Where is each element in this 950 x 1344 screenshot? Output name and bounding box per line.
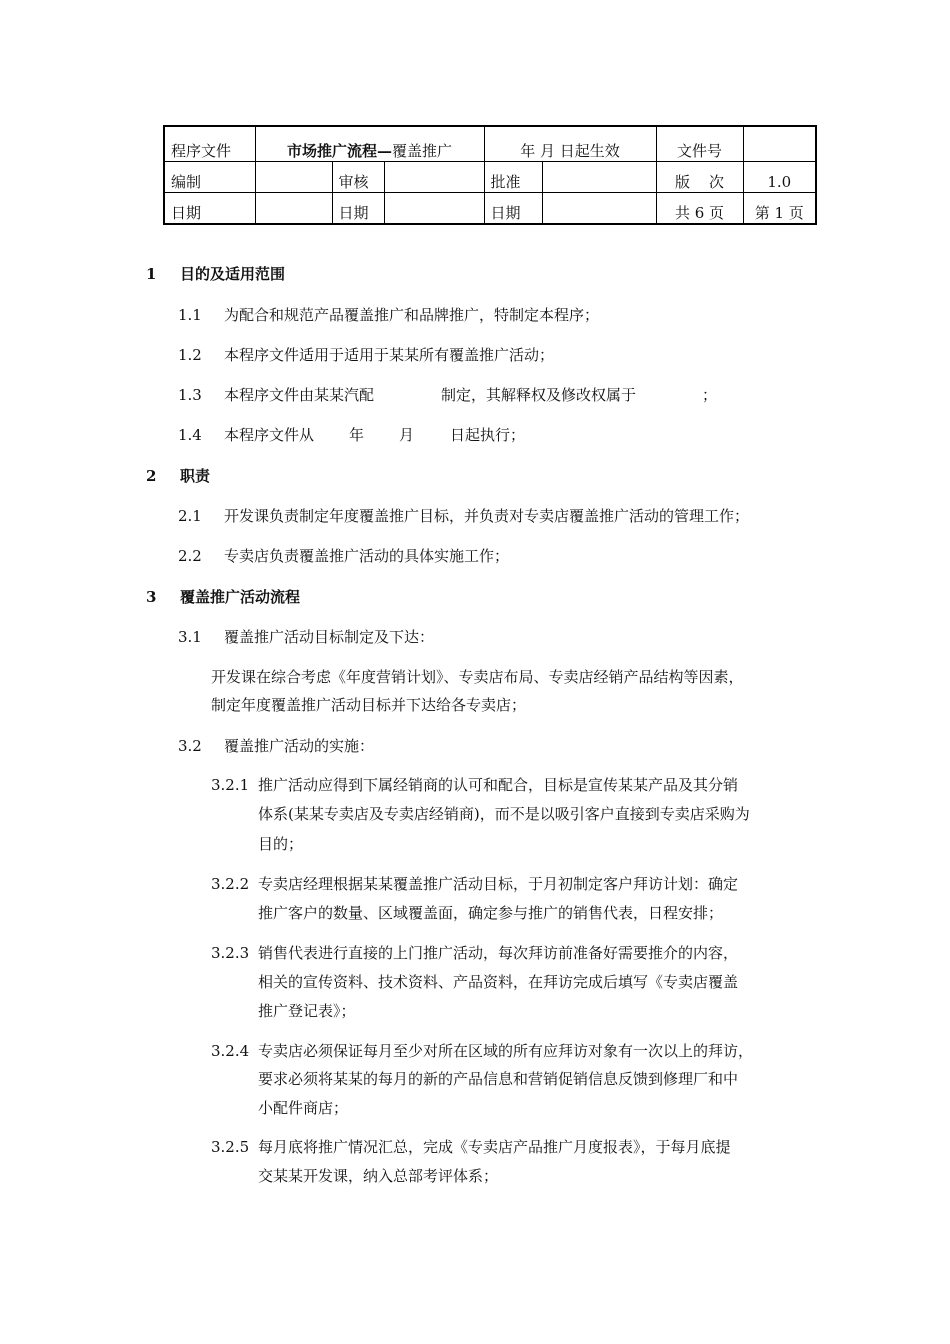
clause-number: 1.3 <box>178 386 202 404</box>
effective-date-label: 年 月 日起生效 <box>520 142 620 160</box>
compile-label-cell <box>164 162 255 193</box>
compile-value-cell <box>255 162 332 193</box>
version-label-cell <box>656 162 743 193</box>
clause-3-2-1-line-3: 目的； <box>258 835 304 853</box>
total-pages: 共 6 页 <box>674 204 725 222</box>
section-title: 职责 <box>180 467 211 485</box>
clause-text: 开发课负责制定年度覆盖推广目标，并负责对专卖店覆盖推广活动的管理工作； <box>224 507 750 525</box>
version-label: 版 次 <box>674 173 725 191</box>
approve-value-cell <box>542 162 656 193</box>
clause-3-2-5-line-2: 交某某开发课，纳入总部考评体系； <box>258 1167 499 1185</box>
date-value-cell-1 <box>255 193 332 225</box>
clause-3-2-4-line-3: 小配件商店； <box>258 1099 349 1117</box>
clause-text-part-a: 本程序文件从 <box>224 426 315 444</box>
compile-label: 编制 <box>171 173 202 191</box>
file-no-value-cell <box>743 126 816 162</box>
section-number: 1 <box>146 265 157 283</box>
date-value-cell-3 <box>542 193 656 225</box>
clause-number: 3.2.1 <box>211 776 250 794</box>
page-number: 第 1 页 <box>754 204 804 222</box>
clause-text: 覆盖推广活动的实施： <box>224 737 375 755</box>
clause-3-1-body-line-1: 开发课在综合考虑《年度营销计划》、专卖店布局、专卖店经销产品结构等因素， <box>211 668 744 686</box>
date-value-cell-2 <box>384 193 484 225</box>
clause-3-2-1-line-2: 体系(某某专卖店及专卖店经销商)，而不是以吸引客户直接到专卖店采购为 <box>258 805 750 823</box>
section-title: 覆盖推广活动流程 <box>180 588 301 606</box>
document-header-table <box>163 125 817 225</box>
version-value: 1.0 <box>767 173 792 191</box>
clause-text: 覆盖推广活动目标制定及下达： <box>224 628 435 646</box>
clause-text: 专卖店负责覆盖推广活动的具体实施工作； <box>224 547 510 565</box>
file-no-label-cell <box>656 126 743 162</box>
clause-number: 3.2.3 <box>211 944 250 962</box>
clause-text-line-1: 推广活动应得到下属经销商的认可和配合，目标是宣传某某产品及其分销 <box>258 776 739 794</box>
page-number-cell <box>743 193 816 225</box>
clause-3-2-2-line-2: 推广客户的数量、区域覆盖面，确定参与推广的销售代表，日程安排； <box>258 904 724 922</box>
clause-text-part-b: 年 <box>349 426 365 444</box>
total-pages-cell <box>656 193 743 225</box>
approve-label-cell <box>484 162 542 193</box>
clause-text-part-c: 月 <box>399 426 415 444</box>
clause-text: 本程序文件适用于适用于某某所有覆盖推广活动； <box>224 346 555 364</box>
version-value-cell <box>743 162 816 193</box>
doc-title-rest: 覆盖推广 <box>392 142 453 160</box>
date-label-cell-1 <box>164 193 255 225</box>
clause-number: 1.1 <box>178 306 202 324</box>
clause-3-2-3-line-2: 相关的宣传资料、技术资料、产品资料，在拜访完成后填写《专卖店覆盖 <box>258 973 739 991</box>
clause-text-part-c: ； <box>702 386 718 404</box>
clause-3-2-4-line-2: 要求必须将某某的每月的新的产品信息和营销促销信息反馈到修理厂和中 <box>258 1070 739 1088</box>
clause-number: 3.1 <box>178 628 202 646</box>
file-no-label: 文件号 <box>677 142 723 160</box>
clause-number: 3.2 <box>178 737 202 755</box>
clause-text-part-d: 日起执行； <box>450 426 526 444</box>
section-number: 3 <box>146 588 157 606</box>
review-label-cell <box>332 162 384 193</box>
date-label-1: 日期 <box>171 204 202 222</box>
clause-text: 为配合和规范产品覆盖推广和品牌推广，特制定本程序； <box>224 306 600 324</box>
doc-title-cell <box>255 126 484 162</box>
section-number: 2 <box>146 467 157 485</box>
clause-3-1-body-line-2: 制定年度覆盖推广活动目标并下达给各专卖店； <box>211 696 527 714</box>
clause-number: 2.2 <box>178 547 202 565</box>
doc-type-cell <box>164 126 255 162</box>
clause-text-line-1: 每月底将推广情况汇总，完成《专卖店产品推广月度报表》，于每月底提 <box>258 1138 731 1156</box>
clause-number: 2.1 <box>178 507 202 525</box>
review-label: 审核 <box>338 173 369 191</box>
clause-number: 1.4 <box>178 426 202 444</box>
clause-number: 1.2 <box>178 346 202 364</box>
date-label-cell-2 <box>332 193 384 225</box>
section-title: 目的及适用范围 <box>180 265 286 283</box>
clause-number: 3.2.5 <box>211 1138 250 1156</box>
clause-text-line-1: 专卖店经理根据某某覆盖推广活动目标，于月初制定客户拜访计划：确定 <box>258 875 739 893</box>
clause-text-part-b: 制定，其解释权及修改权属于 <box>441 386 637 404</box>
clause-number: 3.2.4 <box>211 1042 250 1060</box>
review-value-cell <box>384 162 484 193</box>
date-label-cell-3 <box>484 193 542 225</box>
date-label-2: 日期 <box>338 204 369 222</box>
clause-text-line-1: 专卖店必须保证每月至少对所在区域的所有应拜访对象有一次以上的拜访， <box>258 1042 754 1060</box>
clause-3-2-3-line-3: 推广登记表》； <box>258 1002 356 1020</box>
doc-title-bold: 市场推广流程— <box>286 142 392 160</box>
clause-text-line-1: 销售代表进行直接的上门推广活动，每次拜访前准备好需要推介的内容， <box>258 944 739 962</box>
date-label-3: 日期 <box>490 204 521 222</box>
clause-text-part-a: 本程序文件由某某汽配 <box>224 386 375 404</box>
doc-type-label: 程序文件 <box>171 142 232 160</box>
clause-number: 3.2.2 <box>211 875 250 893</box>
effective-date-cell <box>484 126 656 162</box>
approve-label: 批准 <box>490 173 521 191</box>
